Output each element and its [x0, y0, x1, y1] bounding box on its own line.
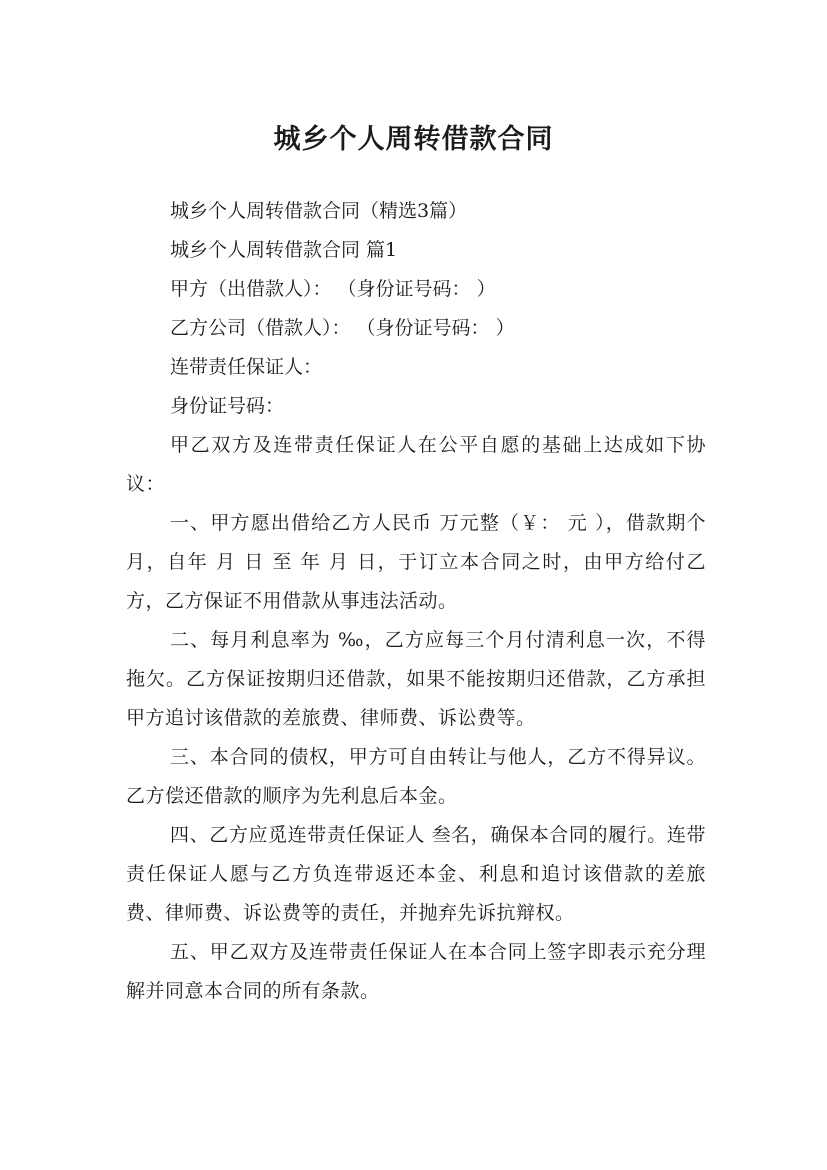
clause-3-paragraph: 三、本合同的债权，甲方可自由转让与他人，乙方不得异议。乙方偿还借款的顺序为先利息后本金。	[126, 746, 706, 807]
agreement-intro-paragraph: 甲乙双方及连带责任保证人在公平自愿的基础上达成如下协议：	[126, 434, 706, 495]
subtitle-line: 城乡个人周转借款合同（精选3篇）	[170, 200, 468, 222]
clause-2-paragraph: 二、每月利息率为 ‰，乙方应每三个月付清利息一次，不得拖欠。乙方保证按期归还借款，如果不能按期归还借款，乙方承担甲方追讨该借款的差旅费、律师费、诉讼费等。	[126, 629, 706, 729]
party-a-line: 甲方（出借款人）： （身份证号码： ）	[170, 278, 496, 300]
guarantor-line: 连带责任保证人：	[170, 356, 323, 378]
clause-1-paragraph: 一、甲方愿出借给乙方人民币 万元整（￥： 元 ），借款期个月，自年 月 日 至 年 月 日，于订立本合同之时，由甲方给付乙方，乙方保证不用借款从事违法活动。	[126, 512, 706, 612]
clause-5-paragraph: 五、甲乙双方及连带责任保证人在本合同上签字即表示充分理解并同意本合同的所有条款。	[126, 941, 706, 1002]
document-body	[126, 192, 706, 1011]
party-b-line: 乙方公司（借款人）： （身份证号码： ）	[170, 317, 515, 339]
section-heading: 城乡个人周转借款合同 篇1	[170, 239, 398, 261]
document-title: 城乡个人周转借款合同	[273, 124, 554, 156]
clause-4-paragraph: 四、乙方应觅连带责任保证人 叁名，确保本合同的履行。连带责任保证人愿与乙方负连带返还本金、利息和追讨该借款的差旅费、律师费、诉讼费等的责任，并抛弃先诉抗辩权。	[126, 824, 706, 924]
guarantor-id-line: 身份证号码：	[170, 395, 285, 417]
